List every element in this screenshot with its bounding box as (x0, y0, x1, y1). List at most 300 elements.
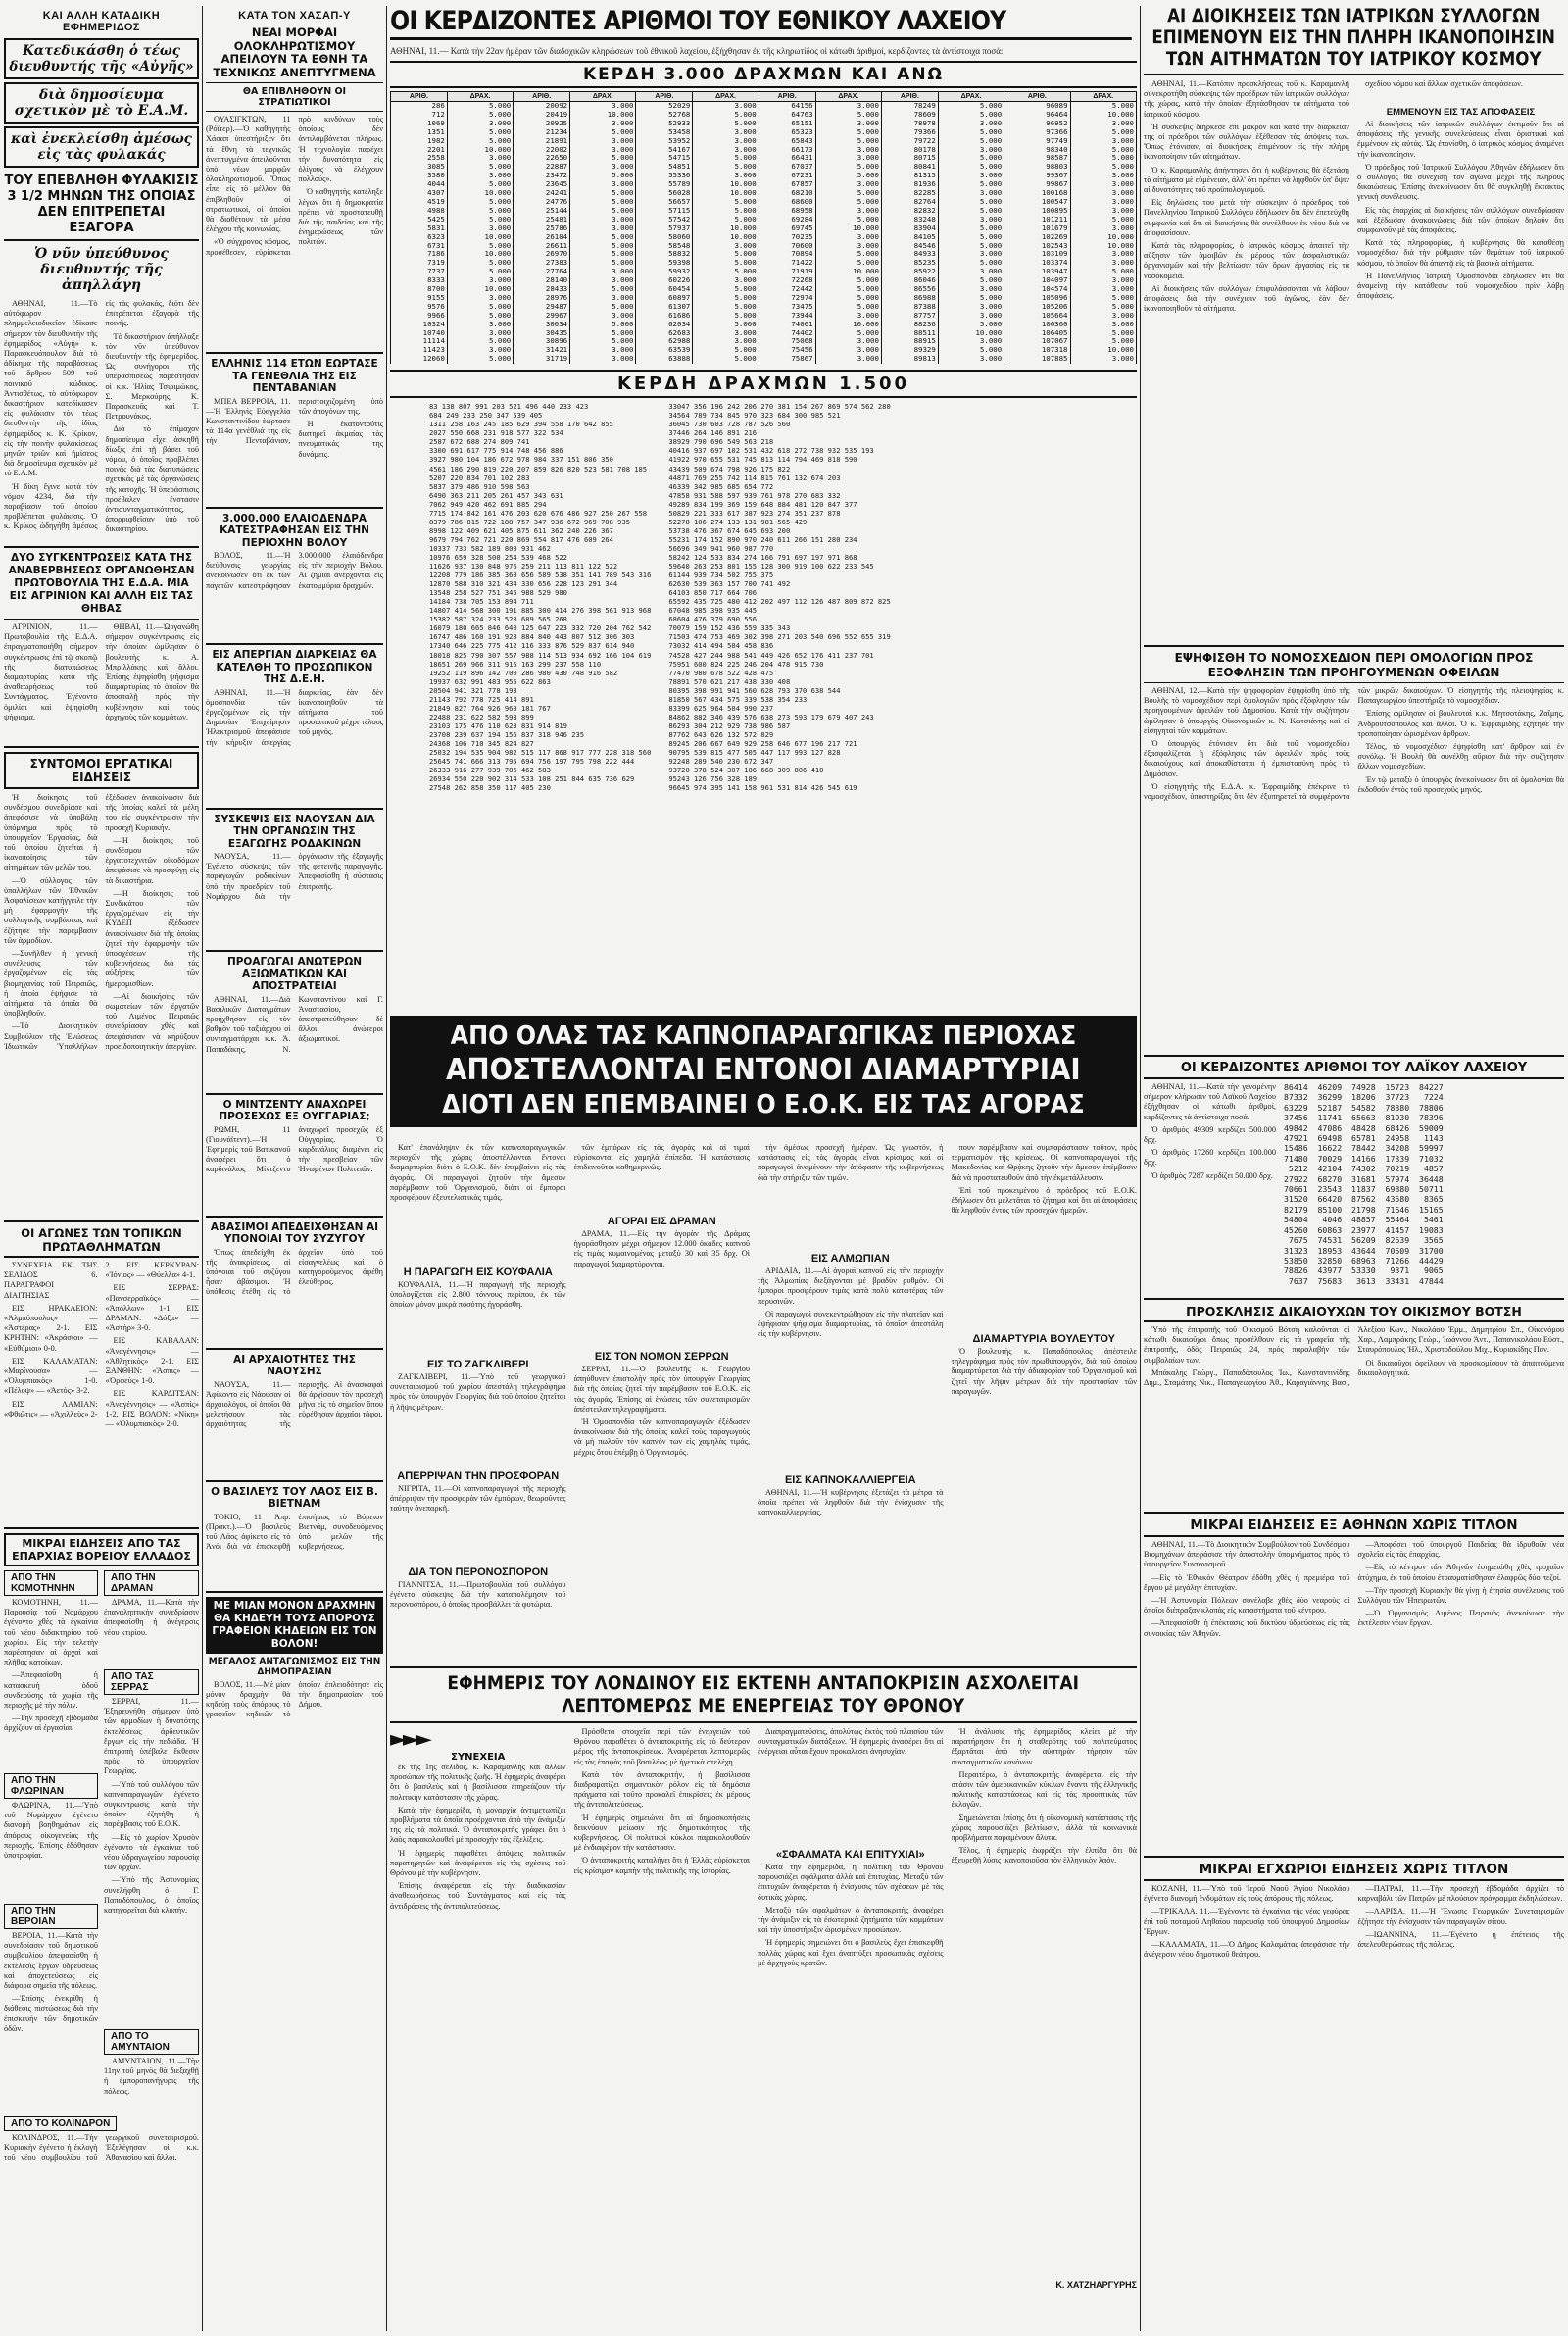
table-cell: 8333 (391, 276, 448, 285)
subhead: «ΣΦΑΛΜΑΤΑ ΚΑΙ ΕΠΙΤΥΧΙΑΙ» (775, 1849, 925, 1861)
table-cell: 5.000 (938, 346, 1004, 355)
article-body: ΒΟΛΟΣ, 11.—Μὲ μίαν μόνον δραχμὴν θὰ κηδεύῃ τοὺς ἀπόρους τὸ γραφεῖον κηδειῶν τὸ ὁποῖον ἐπλειοδότησε εἰς τὴν δημοπρασίαν τοῦ Δήμου. (206, 1679, 383, 1719)
table-cell: 24776 (514, 198, 570, 207)
table-cell: 102269 (1004, 233, 1070, 242)
lottery-number-table: 86414 46209 74928 15723 84227 87332 36299 18206 37723 7224 63229 52187 54582 78380 78806 37456 11741 65663 81930 78396 49842 47086 48428 68426 59009 47921 69498 65781 24958 1143 15486 16622 78442 34208 59997 71480 70029 14166 17339 71032 5212 42104 74302 70219 4857 27922 68270 31681 57974 36448 70661 23543 11837 69880 50711 31520 66420 87562 43580 8365 82179 85100 21798 71646 15165 54804 4046 48857 55464 5461 45260 60863 23977 41457 19083 7675 74531 56209 82639 3565 31323 18953 43644 70509 31700 53850 32850 68963 71266 44429 78826 43977 53330 9371 9065 7637 75683 3613 33431 47844 (1284, 1082, 1444, 1286)
table-cell: 3.000 (1070, 259, 1136, 268)
table-cell: 81936 (881, 180, 938, 189)
table-cell: 3.000 (570, 216, 636, 224)
table-cell: 3.000 (570, 294, 636, 303)
article-body: ΓΙΑΝΝΙΤΣΑ, 11.—Πρωτοβουλία τοῦ συλλόγου ἐγένετο σύσκεψις διὰ τὴν καταπολέμησιν τοῦ περονοσπόρου, ὁ ὁποῖος προσβάλλει τὰ φυτώρια. (390, 1580, 566, 1610)
article-body: ΑΘΗΝΑΙ, 11.—Διὰ Βασιλικῶν Διαταγμάτων προήχθησαν εἰς τὸν βαθμὸν τοῦ ταξιάρχου οἱ συνταγματάρχαι κ.κ. Ἀ. Παπαδάκης, Ν. Κωνσταντίνου καὶ Γ. Ἀναστασίου, ἀπεστρατεύθησαν δὲ ἄλλοι ἀνώτεροι ἀξιωματικοί. (206, 994, 383, 1054)
section-label: ΑΠΟ ΤΟ ΑΜΥΝΤΑΙΟΝ (104, 2029, 199, 2055)
table-cell: 86988 (881, 294, 938, 303)
section-label: ΑΠΟ ΤΗΝ ΦΛΩΡΙΝΑΝ (4, 1773, 98, 1799)
table-cell: 6323 (391, 233, 448, 242)
table-cell: 100895 (1004, 207, 1070, 216)
table-cell: 52768 (636, 111, 693, 120)
table-cell: 10.000 (693, 224, 759, 233)
article-body: πουν παρέμβασιν καὶ συμπαράστασιν τοῦτον, πρὸς τερματισμὸν τῆς κρίσεως. Οἱ καπνοπαραγωγοὶ τῆς Μακεδονίας καὶ Θρᾴκης ζητοῦν τὴν ἄμεσον ἐπέμβασιν διὰ νὰ προστατευθοῦν ἀπὸ τὴν ἐκμετάλλευσιν. Ἐπὶ τοῦ προκειμένου ὁ πρόεδρος τοῦ Ε.Ο.Κ. ἐδήλωσεν ὅτι μελετᾶται τὸ ζήτημα καὶ ὅτι αἱ ἀποφάσεις θὰ ληφθοῦν ἐντὸς τῶν προσεχῶν ἡμερῶν. (951, 1143, 1137, 1216)
table-cell: 5.000 (938, 180, 1004, 189)
table-cell: 5.000 (447, 137, 513, 146)
section-head: 3.000.000 ΕΛΑΙΟΔΕΝΔΡΑ ΚΑΤΕΣΤΡΑΦΗΣΑΝ ΕΙΣ ΤΗΝ ΠΕΡΙΟΧΗΝ ΒΟΛΟΥ (220, 512, 369, 549)
table-cell: 3.000 (570, 224, 636, 233)
table-cell: 5.000 (693, 250, 759, 259)
table-cell: 3.000 (938, 250, 1004, 259)
table-cell: 3.000 (1070, 285, 1136, 294)
table-cell: 82285 (881, 189, 938, 198)
table-cell: 52029 (636, 102, 693, 111)
article-body: ΑΘΗΝΑΙ, 11.—Ἡ κυβέρνησις ἐξετάζει τὰ μέτρα τὰ ὁποῖα πρέπει νὰ ληφθοῦν διὰ τὴν ἐνίσχυσιν τῆς καπνοκαλλιεργείας. (758, 1488, 944, 1517)
table-cell: 99867 (1004, 180, 1070, 189)
table-cell: 3.000 (1070, 355, 1136, 364)
table-cell: 5.000 (938, 128, 1004, 137)
table-cell: 96464 (1004, 111, 1070, 120)
table-cell: 3.000 (693, 337, 759, 346)
article-body: ΝΙΓΡΙΤΑ, 11.—Οἱ καπνοπαραγωγοὶ τῆς περιοχῆς ἀπέρριψαν τὴν προσφορὰν τῶν ἐμπόρων, θεωροῦντες ταύτην ἀνεπαρκῆ. (390, 1484, 566, 1514)
article-body: ΑΘΗΝΑΙ, 11.—Κατὰ τὴν γενομένην σήμερον κλήρωσιν τοῦ Λαϊκοῦ Λαχείου ἐξήχθησαν οἱ κάτωθι ἀριθμοί, κερδίζοντες τὰ ἀντίστοιχα ποσά. Ὁ ἀριθμὸς 49309 κερδίζει 500.000 δρχ. Ὁ ἀριθμὸς 17260 κερδίζει 100.000 δρχ. Ὁ ἀριθμὸς 7287 κερδίζει 50.000 δρχ. (1144, 1082, 1276, 1180)
table-cell: 5.000 (693, 120, 759, 128)
table-cell: 9155 (391, 294, 448, 303)
article-body: ΔΡΑΜΑ, 11.—Κατὰ τὴν ἐπαναληπτικὴν συνεδρίασιν ἀπεφασίσθη ἡ ἀνέγερσις νέου κτιρίου. (104, 1598, 199, 1637)
table-cell: 3.000 (447, 294, 513, 303)
table-cell: 72442 (759, 285, 815, 294)
table-cell: 103374 (1004, 259, 1070, 268)
table-cell: 3.000 (938, 355, 1004, 364)
table-cell: 8700 (391, 285, 448, 294)
section-head: ΕΙΣ ΑΠΕΡΓΙΑΝ ΔΙΑΡΚΕΙΑΣ ΘΑ ΚΑΤΕΛΘΗ ΤΟ ΠΡΟΣΩΠΙΚΟΝ ΤΗΣ Δ.Ε.Η. (212, 649, 377, 685)
table-cell: 87757 (881, 312, 938, 321)
table-cell: 96952 (1004, 120, 1070, 128)
table-cell: 106405 (1004, 329, 1070, 338)
table-cell: 5.000 (693, 111, 759, 120)
table-cell: 74402 (759, 329, 815, 338)
table-cell: 10324 (391, 321, 448, 329)
table-cell: 3.000 (447, 172, 513, 180)
table-cell: 5.000 (447, 303, 513, 312)
table-cell: 84933 (881, 250, 938, 259)
table-cell: 107318 (1004, 346, 1070, 355)
table-cell: 5.000 (693, 303, 759, 312)
table-cell: 5.000 (1070, 154, 1136, 163)
table-cell: 62683 (636, 329, 693, 338)
table-cell: 85922 (881, 268, 938, 276)
table-cell: 60897 (636, 294, 693, 303)
table-cell: 3.000 (938, 337, 1004, 346)
table-cell: 55336 (636, 172, 693, 180)
table-cell: 10.000 (570, 111, 636, 120)
table-cell: 67231 (759, 172, 815, 180)
table-cell: 10.000 (1070, 111, 1136, 120)
table-cell: 3.000 (1070, 250, 1136, 259)
table-cell: 63888 (636, 355, 693, 364)
article-body: ΚΟΥΦΑΛΙΑ, 11.—Ἡ παραγωγὴ τῆς περιοχῆς ὑπολογίζεται εἰς 2.800 τόννους περίπου, ἐκ τῶν ὁποίων μόνον μικρὰ ποσότης ἠγοράσθη. (390, 1280, 566, 1310)
table-cell: 5.000 (815, 137, 881, 146)
article-body: ΑΡΙΔΑΙΑ, 11.—Αἱ ἀγοραὶ καπνοῦ εἰς τὴν περιοχὴν τῆς Ἀλμωπίας διεξάγονται μὲ βραδὺν ρυθμόν. Οἱ ἔμποροι προσφέρουν τιμὰς κατὰ πολὺ κατωτέρας τῶν περυσινῶν. Οἱ παραγωγοὶ συνεκεντρώθησαν εἰς τὴν πλατεῖαν καὶ ἐψήφισαν ψήφισμα διαμαρτυρίας, τὸ ὁποῖον ἀπεστάλη εἰς τὴν κυβέρνησιν. (758, 1267, 944, 1339)
table-cell: 3.000 (570, 120, 636, 128)
table-cell: 101679 (1004, 224, 1070, 233)
article-body: Πρόσθετα στοιχεῖα περὶ τῶν ἐνεργειῶν τοῦ Θρόνου παραθέτει ὁ ἀνταποκριτὴς εἰς τὸ δεύτερον μέρος τῆς ἀνταποκρίσεως. Ἀναφέρεται λεπτομερῶς εἰς τὰς ἐπαφὰς τοῦ βασιλέως μὲ ἡγετικὰ στελέχη. Κατὰ τὸν ἀνταποκριτήν, ἡ βασίλισσα διαδραματίζει σημαντικὸν ρόλον εἰς τὰ δημόσια πράγματα καὶ τοῦτο προκαλεῖ ἐπικρίσεις ἐκ μέρους τῆς ἀντιπολιτεύσεως. Ἡ ἐφημερὶς σημειώνει ὅτι αἱ δημοσκοπήσεις δεικνύουν μείωσιν τῆς δημοτικότητος τῆς κυβερνήσεως. Οἱ πολιτικοὶ κύκλοι παρακολουθοῦν μὲ ἐνδιαφέρον τὴν κατάστασιν. Ὁ ἀνταποκριτὴς καταλήγει ὅτι ἡ Ἑλλὰς εὑρίσκεται εἰς κρίσιμον καμπὴν τῆς πολιτικῆς της ἱστορίας. (573, 1727, 751, 1875)
article-body: ΑΘΗΝΑΙ, 11.—Τὸ Διοικητικὸν Συμβούλιον τοῦ Συνδέσμου Βιομηχάνων ἀπεφάσισε τὴν ἀποστολὴν ὑπομνήματος πρὸς τὸ ὑπουργεῖον Συντονισμοῦ. —Εἰς τὸ Ἐθνικὸν Θέατρον ἐδόθη χθὲς ἡ πρεμιέρα τοῦ ἔργου μὲ μεγάλην ἐπιτυχίαν. —Ἡ Ἀστυνομία Πόλεων συνέλαβε χθὲς δύο νεαροὺς οἱ ὁποῖοι διέπραξαν κλοπὰς εἰς καταστήματα τοῦ κέντρου. —Ἀπεφασίσθη ἡ ἐπέκτασις τοῦ δικτύου ὑδρεύσεως εἰς τὰς συνοικίας τῶν Ἀθηνῶν. —Ἀποφάσει τοῦ ὑπουργοῦ Παιδείας θὰ ἱδρυθοῦν νέα σχολεῖα εἰς τὰς ἐπαρχίας. —Εἰς τὸ κέντρον τῶν Ἀθηνῶν ἐσημειώθη χθὲς τροχαῖον ἀτύχημα, ἐκ τοῦ ὁποίου ἐτραυματίσθησαν ἐλαφρῶς δύο πεζοί. —Τὴν προσεχῆ Κυριακὴν θὰ γίνῃ ἡ ἐτησία συνέλευσις τοῦ Συλλόγου τῶν Ἠπειρωτῶν. —Ὁ Ὀργανισμὸς Λιμένος Πειραιῶς ἀνεκοίνωσε τὴν ἐκτέλεσιν νέων ἔργων. (1144, 1540, 1564, 1638)
table-header: ΑΡΙΘ. (391, 92, 448, 102)
table-cell: 82832 (881, 207, 938, 216)
table-cell: 88511 (881, 329, 938, 338)
table-cell: 105206 (1004, 303, 1070, 312)
table-cell: 5.000 (570, 172, 636, 180)
table-cell: 100547 (1004, 198, 1070, 207)
table-cell: 5.000 (1070, 216, 1136, 224)
table-cell: 4519 (391, 198, 448, 207)
table-cell: 99367 (1004, 172, 1070, 180)
banner-line: ΑΠΟ ΟΛΑΣ ΤΑΣ ΚΑΠΝΟΠΑΡΑΓΩΓΙΚΑΣ ΠΕΡΙΟΧΑΣ (450, 1021, 1077, 1051)
table-cell: 104574 (1004, 285, 1070, 294)
article-body: Κατ' ἐπανάληψιν ἐκ τῶν καπνοπαραγωγικῶν περιοχῶν τῆς χώρας ἀποστέλλονται ἔντονοι διαμαρτυρίαι διότι ὁ Ε.Ο.Κ. δὲν ἐπεμβαίνει εἰς τὰς ἀγοράς. Οἱ παραγωγοὶ ζητοῦν τὴν ἄμεσον παρέμβασιν τοῦ Ὀργανισμοῦ, διότι οἱ ἔμποροι προσφέρουν ἐξευτελιστικὰς τιμάς. (390, 1143, 566, 1203)
table-cell: 75068 (759, 337, 815, 346)
section-head: ΔΥΟ ΣΥΓΚΕΝΤΡΩΣΕΙΣ ΚΑΤΑ ΤΗΣ ΑΝΑΒΕΡΒΗΣΕΩΣ ΟΡΓΑΝΩΘΗΣΑΝ ΠΡΩΤΟΒΟΥΛΙΑ ΤΗΣ Ε.Δ.Α. ΜΙΑ ΕΙΣ ΑΓΡΙΝΙΟΝ ΚΑΙ ΑΛΛΗ ΕΙΣ ΤΑΣ ΘΗΒΑΣ (8, 552, 195, 615)
headline: ΝΕΑΙ ΜΟΡΦΑΙ ΟΛΟΚΛΗΡΩΤΙΣΜΟΥ ΑΠΕΙΛΟΥΝ ΤΑ ΕΘΝΗ ΤΑ ΤΕΧΝΙΚΩΣ ΑΝΕΠΤΥΓΜΕΝΑ (213, 25, 376, 79)
table-cell: 96089 (1004, 102, 1070, 111)
table-cell: 52933 (636, 120, 693, 128)
table-cell: 5.000 (447, 355, 513, 364)
section-head: ΠΡΟΣΚΛΗΣΙΣ ΔΙΚΑΙΟΥΧΩΝ ΤΟΥ ΟΙΚΙΣΜΟΥ ΒΟΤΣΗ (1144, 1304, 1564, 1322)
table-cell: 5.000 (938, 294, 1004, 303)
table-cell: 10.000 (815, 268, 881, 276)
table-cell: 98340 (1004, 146, 1070, 155)
table-cell: 3.000 (938, 312, 1004, 321)
article-body: ΔΡΑΜΑ, 11.—Εἰς τὴν ἀγορὰν τῆς Δράμας ἠγοράσθησαν μέχρι σήμερον 12.000 ὀκάδες καπνοῦ εἰς τιμὰς κυμαινομένας μεταξὺ 30 καὶ 35 δρχ. Οἱ παραγωγοὶ διαμαρτύρονται. (573, 1229, 751, 1268)
table-cell: 80841 (881, 163, 938, 172)
table-cell: 10.000 (447, 250, 513, 259)
column-second (206, 6, 383, 2331)
table-cell: 3.000 (570, 146, 636, 155)
subhead: ΑΓΟΡΑΙ ΕΙΣ ΔΡΑΜΑΝ (607, 1216, 716, 1227)
table-cell: 5.000 (938, 198, 1004, 207)
table-cell: 3.000 (693, 329, 759, 338)
article-body: ΜΠΕΑ ΒΕΡΡΟΙΑ, 11.—Ἡ Ἑλληνὶς Εὐαγγελία Κωνσταντινίδου ἑώρτασε τὰ 114α γενέθλιά της εἰς τὴν Πενταβάνιαν, περιστοιχιζομένη ὑπὸ τῶν ἀπογόνων της. Ἡ ἑκατοντούτις διατηρεῖ ἀκμαίας τὰς πνευματικάς της δυνάμεις. (206, 396, 383, 459)
section-head: ΕΛΛΗΝΙΣ 114 ΕΤΩΝ ΕΩΡΤΑΣΕ ΤΑ ΓΕΝΕΘΛΙΑ ΤΗΣ ΕΙΣ ΠΕΝΤΑΒΑΝΙΑΝ (211, 358, 378, 394)
table-cell: 70600 (759, 242, 815, 251)
table-cell: 5.000 (1070, 268, 1136, 276)
table-cell: 54167 (636, 146, 693, 155)
table-cell: 21891 (514, 137, 570, 146)
table-cell: 3.000 (693, 128, 759, 137)
table-cell: 712 (391, 111, 448, 120)
table-header: ΔΡΑΧ. (938, 92, 1004, 102)
table-cell: 5.000 (815, 128, 881, 137)
table-cell: 3.000 (693, 102, 759, 111)
table-cell: 5.000 (570, 285, 636, 294)
table-cell: 65843 (759, 137, 815, 146)
table-cell: 30435 (514, 329, 570, 338)
table-cell: 66431 (759, 154, 815, 163)
banner-line: ΑΠΟΣΤΕΛΛΟΝΤΑΙ ΕΝΤΟΝΟΙ ΔΙΑΜΑΡΤΥΡΙΑΙ (446, 1053, 1081, 1087)
table-cell: 3.000 (815, 337, 881, 346)
table-cell: 3.000 (447, 224, 513, 233)
table-cell: 3.000 (938, 216, 1004, 224)
table-cell: 5.000 (815, 276, 881, 285)
table-cell: 3.000 (1070, 172, 1136, 180)
table-cell: 3.000 (815, 154, 881, 163)
table-cell: 83248 (881, 216, 938, 224)
table-cell: 4988 (391, 207, 448, 216)
table-cell: 3.000 (938, 146, 1004, 155)
column-rule (386, 6, 387, 2331)
table-cell: 5.000 (693, 285, 759, 294)
table-cell: 66173 (759, 146, 815, 155)
table-cell: 5.000 (815, 163, 881, 172)
table-header: ΔΡΑΧ. (447, 92, 513, 102)
table-cell: 5.000 (938, 102, 1004, 111)
table-cell: 3.000 (447, 329, 513, 338)
table-cell: 80178 (881, 146, 938, 155)
section-label: ΑΠΟ ΤΑΣ ΣΕΡΡΑΣ (104, 1669, 199, 1695)
table-header: ΔΡΑΧ. (815, 92, 881, 102)
article-body: ΑΘΗΝΑΙ, 11.—Κατόπιν προσκλήσεως τοῦ κ. Καραμανλῆ συνεκροτήθη σύσκεψις τῶν προέδρων τῶν ἰατρικῶν συλλόγων τῆς χώρας, κατὰ τὴν ὁποίαν ἐξητάσθησαν τὰ αἰτήματα τοῦ ἰατρικοῦ κόσμου. Ἡ σύσκεψις διήρκεσε ἐπὶ μακρὸν καὶ κατὰ τὴν διάρκειάν της οἱ πρόεδροι τῶν συλλόγων ἐξέθεσαν τὰς ἀπόψεις των. Ὅπως ἐτόνισαν, αἱ διοικήσεις ἐπιμένουν εἰς τὴν πλήρη ἱκανοποίησιν τῶν αἰτημάτων. Ὁ κ. Καραμανλὴς ἀπήντησεν ὅτι ἡ κυβέρνησις θὰ ἐξετάσῃ τὰ αἰτήματα μὲ εὐμένειαν, ἀλλ' ὅτι πρέπει νὰ ληφθοῦν ὑπ' ὄψιν αἱ δυνατότητες τοῦ προϋπολογισμοῦ. Εἰς δηλώσεις του μετὰ τὴν σύσκεψιν ὁ πρόεδρος τοῦ Πανελληνίου Ἰατρικοῦ Συλλόγου ἐδήλωσεν ὅτι δὲν ἐπετεύχθη συμφωνία καὶ ὅτι αἱ διοικήσεις θὰ συνέλθουν ἐκ νέου διὰ νὰ ἀποφασίσουν. Κατὰ τὰς πληροφορίας, ὁ ἰατρικὸς κόσμος ἀπαιτεῖ τὴν αὔξησιν τῶν ἀμοιβῶν ἐκ μέρους τῶν ἀσφαλιστικῶν ὀργανισμῶν καὶ τὴν βελτίωσιν τῶν ὅρων ἐργασίας εἰς τὰ νοσοκομεῖα. Αἱ διοικήσεις τῶν συλλόγων ἐπιφυλάσσονται νὰ λάβουν ἀποφάσεις διὰ τὴν συνέχισιν τοῦ ἀγῶνος, ἐὰν δὲν ἱκανοποιηθοῦν τὰ αἰτήματα. (1144, 79, 1349, 314)
table-cell: 6731 (391, 242, 448, 251)
table-cell: 5.000 (570, 242, 636, 251)
table-cell: 5.000 (570, 321, 636, 329)
table-cell: 85235 (881, 259, 938, 268)
table-cell: 61307 (636, 303, 693, 312)
table-cell: 64156 (759, 102, 815, 111)
table-cell: 4044 (391, 180, 448, 189)
section-label: ΑΠΟ ΤΟ ΚΟΛΙΝΔΡΟΝ (4, 2116, 117, 2131)
table-cell: 3.000 (815, 146, 881, 155)
table-cell: 5.000 (570, 128, 636, 137)
table-header: ΔΡΑΧ. (693, 92, 759, 102)
table-cell: 83904 (881, 224, 938, 233)
table-cell: 102543 (1004, 242, 1070, 251)
headline: καὶ ἐνεκλείσθη ἀμέσως εἰς τὰς φυλακάς (4, 126, 199, 168)
banner-line: ΔΙΟΤΙ ΔΕΝ ΕΠΕΜΒΑΙΝΕΙ Ο Ε.Ο.Κ. ΕΙΣ ΤΑΣ ΑΓΟΡΑΣ (442, 1090, 1085, 1119)
table-cell: 30896 (514, 337, 570, 346)
table-cell: 71919 (759, 268, 815, 276)
section-head: ΠΡΟΑΓΩΓΑΙ ΑΝΩΤΕΡΩΝ ΑΞΙΩΜΑΤΙΚΩΝ ΚΑΙ ΑΠΟΣΤΡΑΤΕΙΑΙ (226, 956, 363, 992)
table-cell: 3.000 (570, 137, 636, 146)
table-cell: 24241 (514, 189, 570, 198)
table-cell: 5.000 (815, 216, 881, 224)
subhead: Η ΠΑΡΑΓΩΓΗ ΕΙΣ ΚΟΥΦΑΛΙΑ (403, 1267, 553, 1278)
table-cell: 3.000 (570, 180, 636, 189)
table-cell: 3.000 (815, 312, 881, 321)
article-body: ἐκ τῆς 1ης σελίδος, κ. Καραμανλής καὶ ἄλλων προσώπων τῆς πολιτικῆς ζωῆς. Ἡ ἐφημερὶς ἀναφέρει ὅτι ὁ βασιλεὺς καὶ ἡ βασίλισσα ἐπηρεάζουν τὴν πολιτικὴν κατάστασιν τῆς χώρας. Κατὰ τὴν ἐφημερίδα, ἡ μοναρχία ἀντιμετωπίζει προβλήματα τὰ ὁποῖα προέρχονται ἀπὸ τὴν ἀνάμιξίν της εἰς τὰ πολιτικά. Ὁ ἀνταποκριτὴς γράφει ὅτι ὁ λαὸς παρακολουθεῖ μὲ προσοχὴν τὰς ἐξελίξεις. Ἡ ἐφημερὶς παραθέτει ἀπόψεις πολιτικῶν παρατηρητῶν καὶ ἀναφέρεται εἰς τὰς σχέσεις τοῦ Θρόνου μὲ τὴν κυβέρνησιν. Ἐπίσης ἀναφέρεται εἰς τὴν διαδικασίαν ἀναθεωρήσεως τοῦ Συντάγματος καὶ εἰς τὰς ἀντιδράσεις τῆς ἀντιπολιτεύσεως. (390, 1763, 566, 1911)
table-cell: 9576 (391, 303, 448, 312)
lottery-band: ΚΕΡΔΗ ΔΡΑΧΜΩΝ 1.500 (390, 370, 1137, 398)
table-cell: 5.000 (570, 337, 636, 346)
table-cell: 86556 (881, 285, 938, 294)
table-cell: 54851 (636, 163, 693, 172)
table-cell: 68958 (759, 207, 815, 216)
table-cell: 61686 (636, 312, 693, 321)
table-cell: 7319 (391, 259, 448, 268)
table-cell: 5.000 (815, 111, 881, 120)
table-cell: 28976 (514, 294, 570, 303)
lottery-table (390, 91, 1137, 364)
table-cell: 10.000 (693, 233, 759, 242)
article-body: ΑΜΥΝΤΑΙΟΝ, 11.—Τὴν 11ην τοῦ μηνὸς θὰ διεξαχθῇ ἡ ἐμποροπανήγυρις τῆς πόλεως. (104, 2057, 199, 2096)
byline: Κ. ΧΑΤΖΗΑΡΓΥΡΗΣ (1055, 2280, 1137, 2290)
table-cell: 5.000 (1070, 294, 1136, 303)
table-cell: 7186 (391, 250, 448, 259)
table-cell: 3.000 (570, 163, 636, 172)
table-cell: 3.000 (447, 120, 513, 128)
table-cell: 1351 (391, 128, 448, 137)
table-cell: 10.000 (693, 180, 759, 189)
tobacco-article (390, 1143, 1137, 1657)
table-cell: 5.000 (693, 346, 759, 355)
table-cell: 69284 (759, 216, 815, 224)
table-cell: 89329 (881, 346, 938, 355)
table-cell: 5.000 (447, 242, 513, 251)
table-header: ΑΡΙΘ. (514, 92, 570, 102)
table-cell: 63539 (636, 346, 693, 355)
article-body: ΟΥΑΣΙΓΚΤΩΝ, 11 (Ρόϊτερ).—Ὁ καθηγητὴς Χάσαπ ὑπεστήριξεν ὅτι τὰ ἔθνη τὰ τεχνικῶς ἀνεπτυγμένα ἀπειλοῦνται ὑπὸ νέων μορφῶν ὁλοκληρωτισμοῦ. Ὅπως εἶπε, εἰς τὸ μέλλον θὰ ἐπιβληθοῦν οἱ στρατιωτικοί, οἱ ὁποῖοι θὰ διαθέτουν τὰ μέσα ἐλέγχου τῆς κοινωνίας. «Ὁ σύγχρονος κόσμος, προσέθεσεν, εὑρίσκεται πρὸ κινδύνων τοὺς ὁποίους δὲν ἀντιλαμβάνεται πλήρως. Ἡ τεχνολογία παρέχει τὴν δυνατότητα εἰς ὀλίγους νὰ ἐλέγχουν πολλούς». Ὁ καθηγητὴς κατέληξε λέγων ὅτι ἡ δημοκρατία πρέπει νὰ προστατευθῇ διὰ τῆς παιδείας καὶ τῆς ἐνημερώσεως τῶν πολιτῶν. (206, 115, 383, 257)
article-body: ΑΘΗΝΑΙ, 11.—Τὸ αὐτόφωρον πλημμελειοδικεῖον ἐδίκασε σήμερον τὸν διευθυντὴν τῆς ἐφημερίδος «Αὐγή» κ. Παρασκευόπουλον διὰ τὸ ἀδίκημα τῆς παραβάσεως τοῦ ἄρθρου 509 τοῦ ποινικοῦ κώδικος. Ἀντισθέτως, τὸ αὐτόφωρον δικαστήριον κατεδίκασεν εἰς φυλάκισιν τὸν τέως διευθυντὴν τῆς ἰδίας ἐφημερίδος κ. Κ. Κρίκον, εἰς τὴν ποινὴν φυλακίσεως μηνῶν τριῶν καὶ ἡμίσεος διὰ δημοσίευμα σχετικὸν μὲ τὸ Ε.Α.Μ. Ἡ δίκη ἔγινε κατὰ τὸν νόμον 4234, διὰ τὴν παραβίασιν τοῦ ὁποίου προβλέπεται φυλάκισις. Ὁ κ. Κρίκος ὡδηγήθη ἀμέσως εἰς τὰς φυλακάς, διότι δὲν ἐπιτρέπεται ἐξαγορὰ τῆς ποινῆς. Τὸ δικαστήριον ἀπήλλαξε τὸν νῦν ὑπεύθυνον διευθυντὴν τῆς ἐφημερίδος. Ὡς συνήγοροι τῆς ὑπερασπίσεως παρέστησαν οἱ κ.κ. Ἠλίας Τσιριμώκος, Σ. Μερκούρης, Κ. Παρασκευᾶς καὶ Τ. Πετρουνάκος. Διὰ τὸ ἐπίμαχον δημοσίευμα εἶχε ἀσκηθῆ δίωξις ἐπὶ τῇ βάσει τοῦ νόμου, ὁ ὁποῖος προβλέπει ποινὰς διὰ τὰς διατυπώσεις σχετικὰς μὲ τὰς ὀργανώσεις τῆς κατοχῆς. Ἡ ὑπεράσπισις προέβαλεν ἔνστασιν ἀντισυνταγματικότητος, ἀπορριφθεῖσαν ὑπὸ τοῦ δικαστηρίου. (4, 299, 199, 534)
table-cell: 10.000 (447, 285, 513, 294)
table-cell: 105096 (1004, 294, 1070, 303)
table-cell: 23472 (514, 172, 570, 180)
table-cell: 25481 (514, 216, 570, 224)
article-body: ΚΟΖΑΝΗ, 11.—Ὑπὸ τοῦ Ἱεροῦ Ναοῦ Ἁγίου Νικολάου ἐγένετο διανομὴ ἐνδυμάτων εἰς τοὺς ἀπόρους τῆς πόλεως. —ΤΡΙΚΑΛΑ, 11.—Ἐγένοντο τὰ ἐγκαίνια τῆς νέας γεφύρας ἐπὶ τοῦ ποταμοῦ Ληθαίου παρουσίᾳ τοῦ ὑπουργοῦ Δημοσίων Ἔργων. —ΚΑΛΑΜΑΤΑ, 11.—Ὁ Δῆμος Καλαμάτας ἀπεφάσισε τὴν ἀνέγερσιν νέου δημοτικοῦ θεάτρου. —ΠΑΤΡΑΙ, 11.—Τὴν προσεχῆ ἑβδομάδα ἀρχίζει τὸ καρναβάλι τῶν Πατρῶν μὲ πλούσιον πρόγραμμα ἐκδηλώσεων. —ΛΑΡΙΣΑ, 11.—Ἡ Ἕνωσις Γεωργικῶν Συνεταιρισμῶν ἐζήτησε τὴν ἐνίσχυσιν τῶν παραγωγῶν σίτου. —ΙΩΑΝΝΙΝΑ, 11.—Ἐγένετο ἡ ἐπέτειος τῆς ἀπελευθερώσεως τῆς πόλεως. (1144, 1884, 1564, 1960)
lottery-section (390, 6, 1137, 1016)
table-cell: 3.000 (815, 102, 881, 111)
table-cell: 5.000 (693, 154, 759, 163)
table-cell: 5.000 (693, 268, 759, 276)
table-cell: 5.000 (693, 294, 759, 303)
article-body: ΤΟΚΙΟ, 11 Ἀπρ. (Πρακτ.).—Ὁ βασιλεὺς τοῦ Λάος ἀφίκετο εἰς τὸ Ἀνόι διὰ νὰ ἐπισκεφθῇ ἐπισήμως τὸ Βόρειον Βιετνάμ, συνοδευόμενος ὑπὸ μελῶν τῆς κυβερνήσεως. (206, 1512, 383, 1552)
subhead: ΑΠΕΡΡΙΨΑΝ ΤΗΝ ΠΡΟΣΦΟΡΑΝ (397, 1470, 560, 1482)
table-header: ΑΡΙΘ. (1004, 92, 1070, 102)
london-headline: ΕΦΗΜΕΡΙΣ ΤΟΥ ΛΟΝΔΙΝΟΥ ΕΙΣ ΕΚΤΕΝΗ ΑΝΤΑΠΟΚΡΙΣΙΝ ΑΣΧΟΛΕΙΤΑΙ ΛΕΠΤΟΜΕΡΩΣ ΜΕ ΕΝΕΡΓΕΙΑΣ ΤΟΥ ΘΡΟΝΟΥ (447, 1672, 1079, 1716)
subheadline: ΜΕΓΑΛΟΣ ΑΝΤΑΓΩΝΙΣΜΟΣ ΕΙΣ ΤΗΝ ΔΗΜΟΠΡΑΣΙΑΝ (208, 1656, 381, 1677)
table-cell: 5.000 (570, 250, 636, 259)
table-cell: 286 (391, 102, 448, 111)
subhead: ΕΙΣ ΤΟΝ ΝΟΜΟΝ ΣΕΡΡΩΝ (594, 1351, 729, 1363)
table-cell: 78978 (881, 120, 938, 128)
table-cell: 10.000 (938, 329, 1004, 338)
table-cell: 28433 (514, 285, 570, 294)
tobacco-banner (390, 1016, 1137, 1133)
section-label: ΑΠΟ ΤΗΝ ΒΕΡΟΙΑΝ (4, 1904, 98, 1929)
table-cell: 62034 (636, 321, 693, 329)
subhead: ΔΙΑΜΑΡΤΥΡΙΑ ΒΟΥΛΕΥΤΟΥ (972, 1333, 1115, 1345)
table-cell: 5.000 (693, 321, 759, 329)
table-cell: 3.000 (1070, 224, 1136, 233)
table-cell: 20925 (514, 120, 570, 128)
table-cell: 5.000 (1070, 337, 1136, 346)
table-cell: 107067 (1004, 337, 1070, 346)
table-cell: 10740 (391, 329, 448, 338)
table-header: ΑΡΙΘ. (759, 92, 815, 102)
table-cell: 30034 (514, 321, 570, 329)
table-cell: 3.000 (1070, 120, 1136, 128)
table-cell: 5.000 (447, 102, 513, 111)
table-cell: 25144 (514, 207, 570, 216)
headline: Κατεδικάσθη ὁ τέως διευθυντής τῆς «Αὐγῆς» (4, 38, 199, 79)
arrow-icon: ►►► (390, 1727, 428, 1752)
table-cell: 65323 (759, 128, 815, 137)
article-body: ΦΛΩΡΙΝΑ, 11.—Ὑπὸ τοῦ Νομάρχου ἐγένετο διανομὴ βοηθημάτων εἰς ἀπόρους οἰκογενείας τῆς περιοχῆς. Ἐπίσης ἐδόθησαν ὑποτροφίαι. (4, 1801, 98, 1861)
table-cell: 5.000 (447, 180, 513, 189)
table-cell: 56028 (636, 189, 693, 198)
table-cell: 55789 (636, 180, 693, 189)
table-cell: 10.000 (1070, 233, 1136, 242)
table-cell: 5.000 (447, 259, 513, 268)
table-cell: 5.000 (447, 111, 513, 120)
table-cell: 3.000 (570, 346, 636, 355)
table-cell: 31719 (514, 355, 570, 364)
table-cell: 68210 (759, 189, 815, 198)
table-cell: 5.000 (938, 242, 1004, 251)
table-cell: 10.000 (815, 224, 881, 233)
table-cell: 5.000 (815, 198, 881, 207)
section-head: ΟΙ ΑΓΩΝΕΣ ΤΩΝ ΤΟΠΙΚΩΝ ΠΡΩΤΑΘΛΗΜΑΤΩΝ (4, 1226, 199, 1258)
table-cell: 2201 (391, 146, 448, 155)
table-cell: 5.000 (938, 163, 1004, 172)
article-body: ΒΕΡΟΙΑ, 11.—Κατὰ τὴν συνεδρίασιν τοῦ δημοτικοῦ συμβουλίου ἀπεφασίσθη ἡ ἐκτέλεσις ἔργων ὑδρεύσεως καὶ ἀποχετεύσεως εἰς διάφορα σημεῖα τῆς πόλεως. —Ἐπίσης ἐνεκρίθη ἡ διάθεσις πιστώσεως διὰ τὴν ἐπισκευὴν τῶν δημοτικῶν ὁδῶν. (4, 1931, 98, 2033)
table-cell: 5.000 (570, 189, 636, 198)
table-cell: 5.000 (1070, 303, 1136, 312)
column-rule (202, 6, 203, 2331)
table-cell: 60226 (636, 276, 693, 285)
table-cell: 78249 (881, 102, 938, 111)
table-cell: 5.000 (938, 233, 1004, 242)
table-cell: 57937 (636, 224, 693, 233)
table-cell: 5.000 (1070, 102, 1136, 111)
table-cell: 20419 (514, 111, 570, 120)
table-cell: 3.000 (938, 120, 1004, 128)
table-cell: 5.000 (570, 233, 636, 242)
table-cell: 87388 (881, 303, 938, 312)
table-cell: 104097 (1004, 276, 1070, 285)
table-cell: 3.000 (1070, 321, 1136, 329)
table-cell: 3.000 (447, 346, 513, 355)
table-cell: 3.000 (938, 172, 1004, 180)
table-header: ΔΡΑΧ. (1070, 92, 1136, 102)
table-cell: 79366 (881, 128, 938, 137)
table-cell: 5.000 (1070, 329, 1136, 338)
table-cell: 5.000 (693, 163, 759, 172)
table-cell: 58832 (636, 250, 693, 259)
table-cell: 67857 (759, 180, 815, 189)
table-cell: 3.000 (1070, 189, 1136, 198)
table-cell: 5.000 (1070, 146, 1136, 155)
table-cell: 3.000 (1070, 207, 1136, 216)
number-column: 33047 356 196 242 206 270 381 154 267 869 574 562 280 34564 789 734 845 970 323 684 300 985 521 36045 730 603 728 787 526 560 37446 264 146 891 216 38929 790 696 549 563 218 40416 937 697 102 531 432 618 272 738 932 535 193 41922 970 655 531 745 813 114 794 469 818 590 43439 509 674 798 926 175 822 44871 769 255 742 114 815 761 132 674 203 46339 342 985 685 654 772 47858 931 588 597 939 761 978 270 683 332 49289 834 199 369 159 648 884 481 120 847 377 50829 221 333 617 387 923 274 351 237 878 52278 106 274 133 131 981 565 429 53738 476 367 674 645 693 200 55231 174 152 890 970 240 611 266 151 280 234 56696 349 941 960 987 770 58242 124 533 834 274 166 791 697 197 971 868 59640 263 253 801 155 128 300 919 100 622 233 545 61144 939 734 502 755 375 62630 539 363 157 700 741 492 64103 850 717 664 706 65592 435 725 480 412 202 497 112 126 487 809 872 825 67048 985 398 935 445 68604 476 379 690 556 70079 159 152 436 559 335 343 71503 474 753 469 302 398 271 203 540 696 552 655 319 73032 414 494 504 458 836 74528 427 244 988 541 449 426 652 176 411 237 701 75951 600 824 225 246 204 478 915 730 77470 980 678 522 428 475 78891 570 621 217 438 330 408 80395 398 991 941 560 628 793 370 638 544 81850 567 434 575 339 538 354 233 83399 625 964 504 990 237 84862 882 346 439 576 638 273 593 179 679 407 243 86293 304 212 929 738 986 587 87762 643 626 132 572 829 89245 206 667 649 929 258 646 677 196 217 721 90795 539 815 477 505 447 117 993 127 828 92248 289 540 230 672 347 93720 378 524 307 106 668 309 806 410 95243 126 756 328 189 96645 974 395 141 158 961 531 814 426 545 619 (668, 402, 891, 793)
table-cell: 31421 (514, 346, 570, 355)
table-cell: 5.000 (693, 207, 759, 216)
table-cell: 9966 (391, 312, 448, 321)
table-cell: 5.000 (570, 329, 636, 338)
table-cell: 5.000 (570, 207, 636, 216)
section-head: ΜΙΚΡΑΙ ΕΓΧΩΡΙΟΙ ΕΙΔΗΣΕΙΣ ΧΩΡΙΣ ΤΙΤΛΟΝ (1144, 1862, 1564, 1881)
table-cell: 5.000 (938, 207, 1004, 216)
table-cell: 71422 (759, 259, 815, 268)
table-cell: 10.000 (447, 233, 513, 242)
headline: ΑΙ ΔΙΟΙΚΗΣΕΙΣ ΤΩΝ ΙΑΤΡΙΚΩΝ ΣΥΛΛΟΓΩΝ ΕΠΙΜΕΝΟΥΝ ΕΙΣ ΤΗΝ ΠΛΗΡΗ ΙΚΑΝΟΠΟΙΗΣΙΝ ΤΩΝ ΑΙΤΗΜΑΤΩΝ ΤΟΥ ΙΑΤΡΙΚΟΥ ΚΟΣΜΟΥ (1144, 6, 1563, 75)
table-cell: 5.000 (570, 198, 636, 207)
table-cell: 10.000 (447, 146, 513, 155)
table-cell: 5.000 (570, 259, 636, 268)
table-cell: 5.000 (447, 207, 513, 216)
table-cell: 10.000 (693, 189, 759, 198)
article-body: ΝΑΟΥΣΑ, 11.—Ἐγένετο σύσκεψις τῶν παραγωγῶν ροδακίνων ὑπὸ τὴν προεδρίαν τοῦ Νομάρχου διὰ τὴν ὀργάνωσιν τῆς ἐξαγωγῆς τῆς φετεινῆς παραγωγῆς. Ἀπεφασίσθη ἡ σύστασις ἐπιτροπῆς. (206, 852, 383, 901)
table-cell: 1069 (391, 120, 448, 128)
table-cell: 3.000 (570, 102, 636, 111)
headline: διὰ δημοσίευμα σχετικὸν μὲ τὸ Ε.Α.Μ. (4, 82, 199, 124)
subhead: ΕΙΣ ΤΟ ΖΑΓΚΛΙΒΕΡΙ (427, 1359, 529, 1370)
table-cell: 3.000 (1070, 276, 1136, 285)
